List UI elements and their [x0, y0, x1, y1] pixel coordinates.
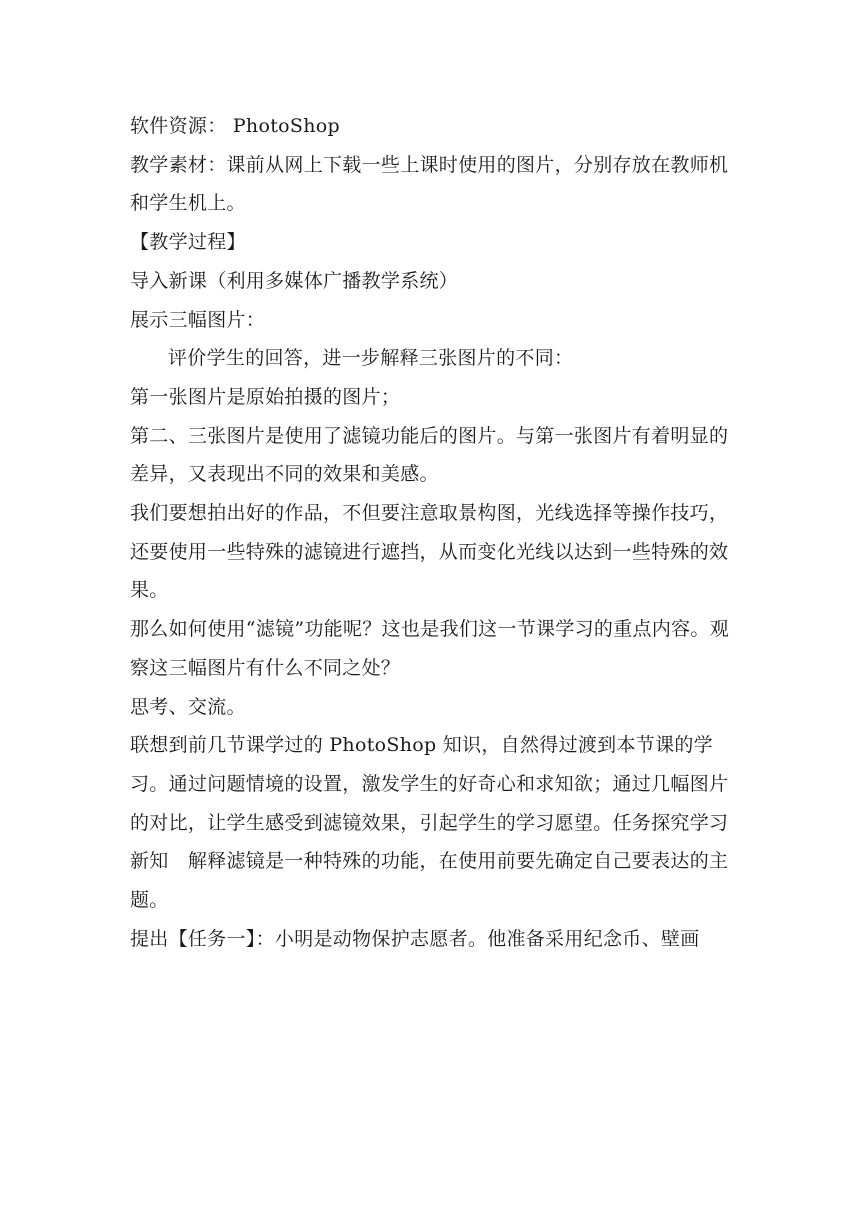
paragraph-second-third-pictures: 第二、三张图片是使用了滤镜功能后的图片。与第一张图片有着明显的差异，又表现出不同的效果和美感。 — [130, 424, 729, 486]
paragraph-associate-photoshop: 联想到前几节课学过的 PhotoShop 知识，自然得过渡到本节课的学习。通过问题情境的设置，激发学生的好奇心和求知欲；通过几幅图片的对比，让学生感受到滤镜效果，引起学生的学习愿望。任务探究学习新知 解释滤镜是一种特殊的功能，在使用前要先确定自己要表达的主题。 — [130, 734, 729, 912]
paragraph-software-resources: 软件资源： PhotoShop — [130, 115, 340, 137]
paragraph-introduce-new-lesson: 导入新课（利用多媒体广播教学系统） — [130, 269, 459, 292]
paragraph-how-to-use-filter: 那么如何使用“滤镜”功能呢？这也是我们这一节课学习的重点内容。观察这三幅图片有什么不同之处？ — [130, 618, 730, 679]
paragraph-think-discuss: 思考、交流。 — [130, 695, 246, 718]
paragraph-task-one: 提出【任务一】：小明是动物保护志愿者。他准备采用纪念币、壁画 — [130, 927, 700, 950]
paragraph-first-picture: 第一张图片是原始拍摄的图片； — [130, 385, 401, 408]
paragraph-evaluate-answers: 评价学生的回答，进一步解释三张图片的不同： — [168, 347, 574, 370]
section-heading-teaching-process: 【教学过程】 — [130, 231, 246, 254]
document-body — [130, 107, 745, 958]
paragraph-photography-skills: 我们要想拍出好的作品，不但要注意取景构图，光线选择等操作技巧，还要使用一些特殊的滤镜进行遮挡，从而变化光线以达到一些特殊的效果。 — [130, 502, 729, 602]
paragraph-teaching-materials: 教学素材：课前从网上下载一些上课时使用的图片，分别存放在教师机和学生机上。 — [130, 153, 729, 215]
paragraph-show-three-pictures: 展示三幅图片： — [130, 308, 266, 331]
